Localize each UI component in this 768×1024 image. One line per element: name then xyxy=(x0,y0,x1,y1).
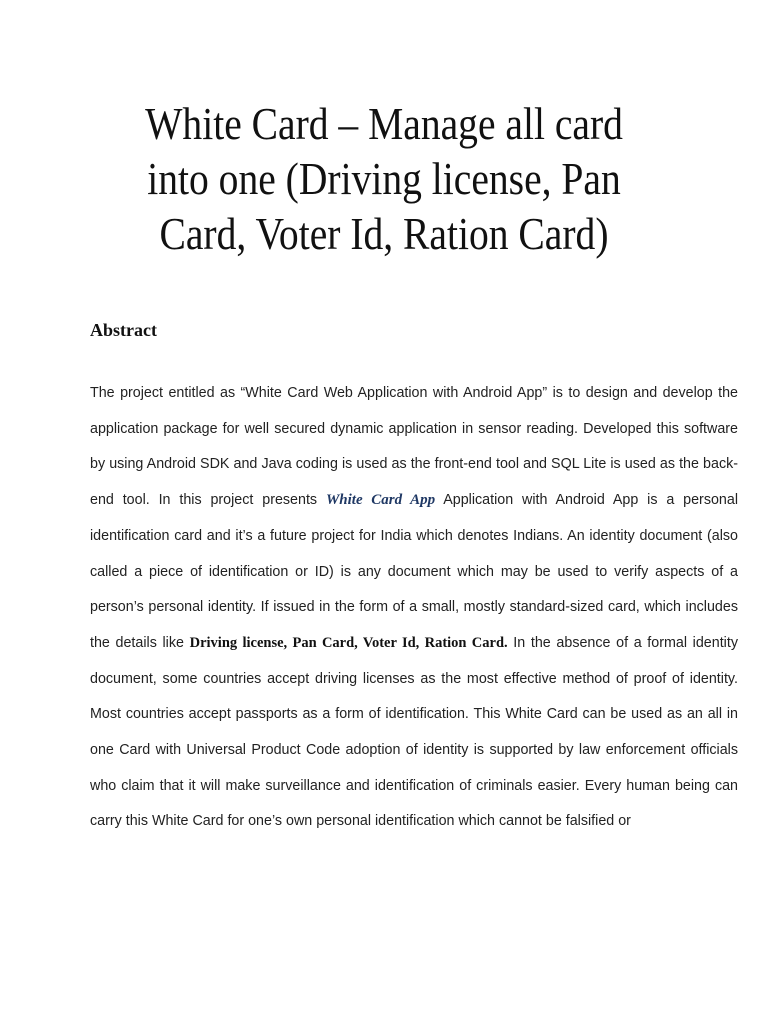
white-card-app-emphasis: White Card App xyxy=(325,492,436,509)
abstract-text-part-2: Application with Android App is a personal identification card and it’s a future project for India which denotes Indians. An identity document (also called a piece of identification or ID) is any document which may be used to verify aspects of a person’s personal identity. If issued in the form of a small, mostly standard-sized card, which includes the details like xyxy=(90,492,738,651)
card-types-emphasis: Driving license, Pan Card, Voter Id, Ration Card. xyxy=(189,634,508,651)
document-title: White Card – Manage all card into one (Driving license, Pan Card, Voter Id, Ration Card) xyxy=(145,98,623,259)
abstract-text-part-1: The project entitled as “White Card Web Application with Android App” is to design and develop the application package for well secured dynamic application in sensor reading. Developed this software by using Android SDK and Java coding is used as the front-end tool and SQL Lite is used as the back-end tool. In this project presents xyxy=(90,385,738,509)
abstract-paragraph xyxy=(90,376,738,840)
abstract-text-part-3: In the absence of a formal identity document, some countries accept driving licenses as the most effective method of proof of identity. Most countries accept passports as a form of identification. This White Card can be used as an all in one Card with Universal Product Code adoption of identity is supported by law enforcement officials who claim that it will make surveillance and identification of criminals easier. Every human being can carry this White Card for one’s own personal identification which cannot be falsified or xyxy=(90,634,738,830)
abstract-heading: Abstract xyxy=(90,320,157,340)
